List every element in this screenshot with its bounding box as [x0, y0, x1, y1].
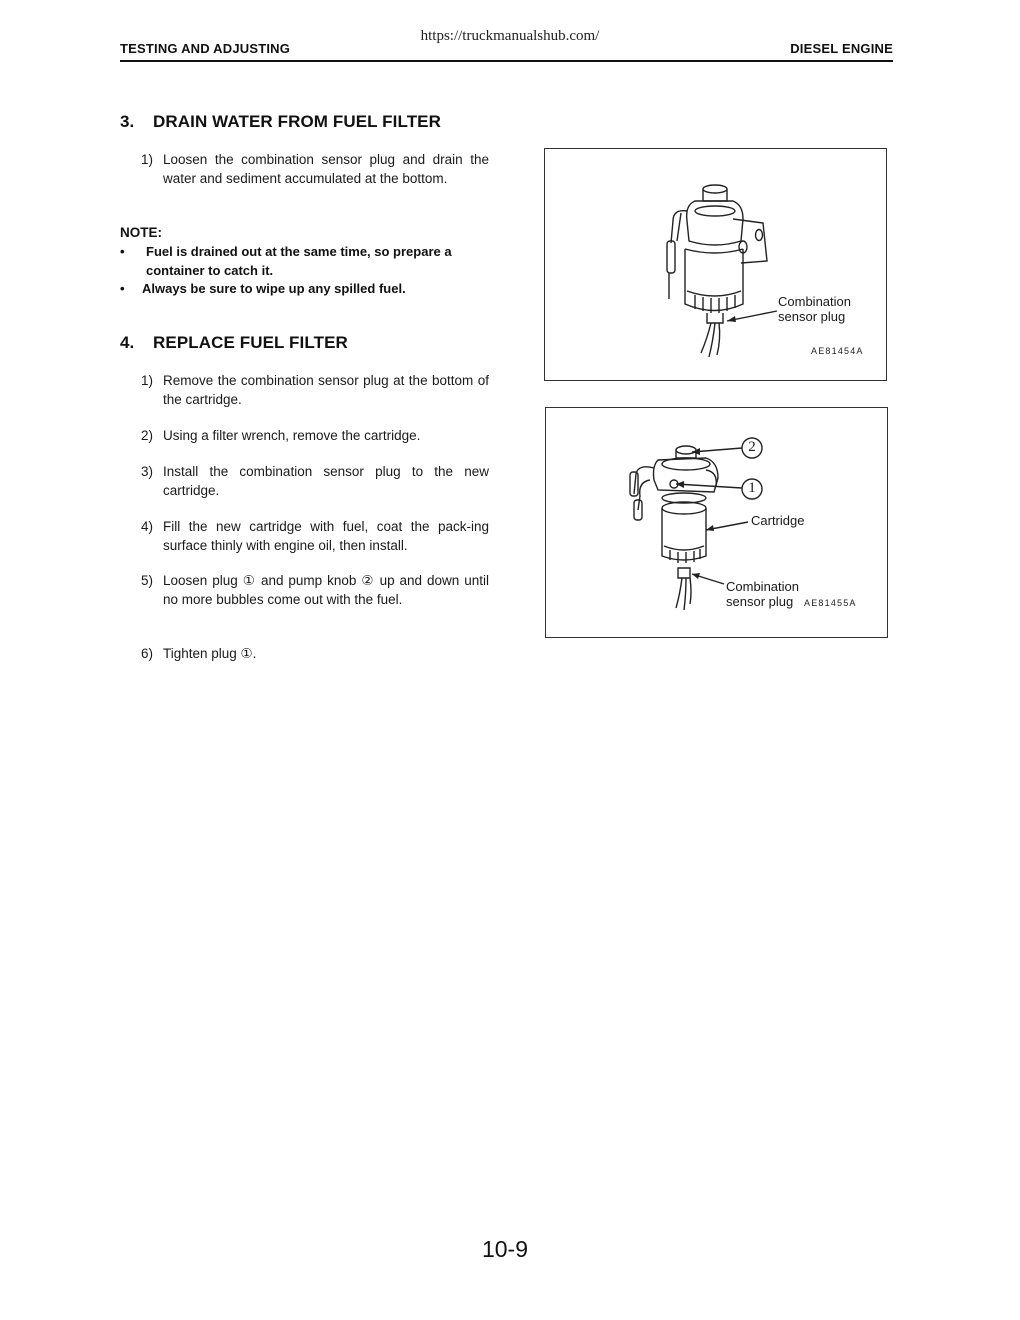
figure2-sensor-label-line2: sensor plug	[726, 594, 794, 609]
figure2-sensor-label-line1: Combination	[726, 579, 799, 594]
step-number: 1)	[141, 373, 154, 388]
header-rule	[120, 60, 893, 62]
note-label: NOTE:	[120, 225, 162, 240]
section-3-step-1	[141, 151, 489, 188]
callout-1: 1	[748, 480, 756, 496]
figure2-code: AE81455A	[804, 598, 857, 608]
note-item-1	[120, 243, 492, 280]
step-text: Loosen the combination sensor plug and drain the water and sediment accumulated at the bottom.	[163, 152, 489, 186]
note-item-2	[120, 280, 492, 299]
bullet-icon: •	[120, 281, 125, 296]
step-text: Using a filter wrench, remove the cartridge.	[163, 428, 421, 443]
step-text: Install the combination sensor plug to the new cartridge.	[163, 464, 489, 498]
step-text: Remove the combination sensor plug at the bottom of the cartridge.	[163, 373, 489, 407]
section-4-step-6	[141, 645, 489, 664]
step-number: 4)	[141, 519, 154, 534]
section-4-step-1	[141, 372, 489, 409]
figure1-label-line2: sensor plug	[778, 309, 846, 324]
figure1-label-line1: Combination	[778, 294, 851, 309]
step-text: Tighten plug ①.	[163, 646, 257, 661]
header-manual-title: DIESEL ENGINE	[790, 41, 893, 56]
step-text: Fill the new cartridge with fuel, coat the pack-ing surface thinly with engine oil, then install.	[163, 519, 489, 553]
section-4-step-2	[141, 427, 489, 446]
figure1-code: AE81454A	[811, 346, 864, 356]
section-4-step-5	[141, 572, 489, 609]
bullet-icon: •	[120, 244, 125, 259]
step-number: 6)	[141, 646, 154, 661]
section-4-title: REPLACE FUEL FILTER	[153, 333, 348, 352]
step-number: 2)	[141, 428, 154, 443]
step-number: 5)	[141, 573, 154, 588]
section-4-step-4	[141, 518, 489, 555]
step-number: 3)	[141, 464, 154, 479]
note-text: Fuel is drained out at the same time, so prepare a container to catch it.	[146, 244, 452, 278]
cartridge-label: Cartridge	[751, 513, 805, 528]
section-4-heading	[120, 333, 348, 353]
step-text: Loosen plug ① and pump knob ② up and down until no more bubbles come out with the fuel.	[163, 573, 489, 607]
section-3-number: 3.	[120, 112, 135, 131]
page-number: 10-9	[481, 1236, 529, 1262]
callout-2: 2	[748, 439, 756, 455]
note-text: Always be sure to wipe up any spilled fuel.	[142, 281, 406, 296]
section-3-heading	[120, 112, 441, 132]
section-4-number: 4.	[120, 333, 135, 352]
source-url: https://truckmanualshub.com/	[420, 28, 600, 44]
section-3-title: DRAIN WATER FROM FUEL FILTER	[153, 112, 441, 131]
figure-replace-filter	[545, 407, 888, 638]
header-section-title: TESTING AND ADJUSTING	[120, 41, 291, 56]
section-4-step-3	[141, 463, 489, 500]
figure-fuel-filter-drain	[544, 148, 887, 381]
step-number: 1)	[141, 152, 154, 167]
